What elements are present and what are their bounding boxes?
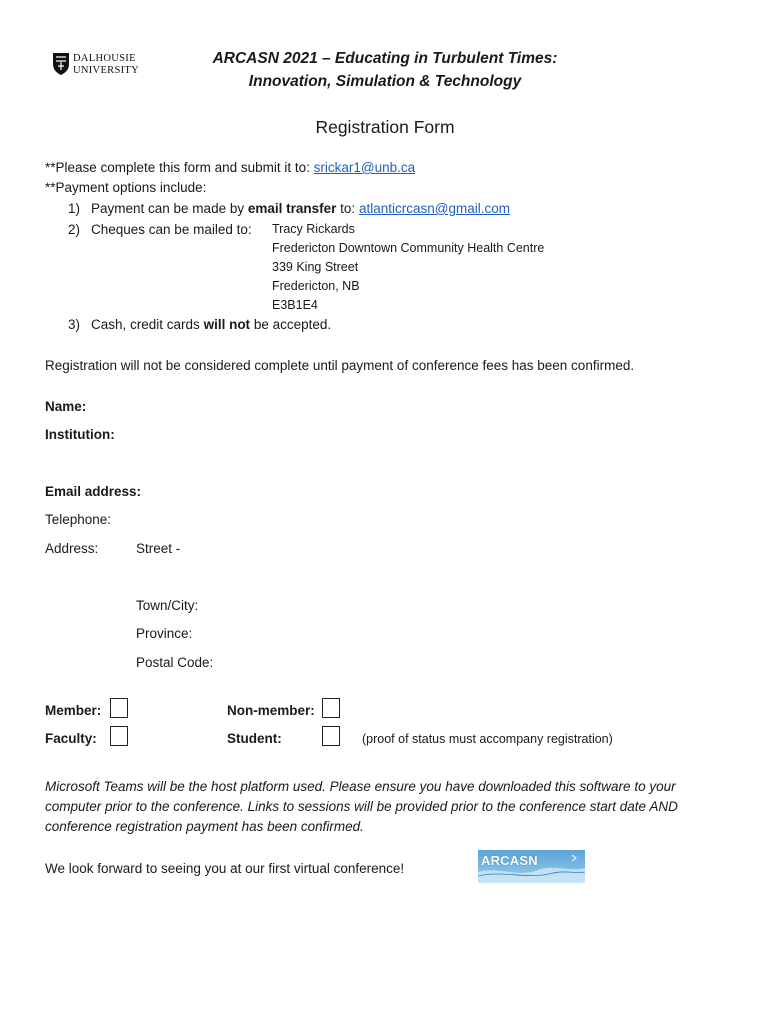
option-3-number: 3): [68, 317, 81, 332]
option-3-text: [91, 317, 331, 332]
option-2-text: Cheques can be mailed to:: [91, 222, 252, 237]
postal-code-label: Postal Code:: [136, 655, 214, 670]
street-label: Street -: [136, 541, 181, 556]
mailing-address-city: Fredericton, NB: [272, 279, 360, 293]
student-proof-note: (proof of status must accompany registration): [362, 732, 613, 746]
name-label: Name:: [45, 399, 87, 414]
arcasn-logo: [478, 850, 585, 883]
logo-line-2: UNIVERSITY: [73, 65, 139, 76]
member-label: Member:: [45, 703, 102, 718]
student-checkbox[interactable]: [322, 726, 340, 746]
option-3-text-b: be accepted.: [253, 317, 332, 332]
option-1-bold: email transfer: [247, 201, 337, 216]
completion-note: Registration will not be considered complete until payment of conference fees has been confirmed.: [45, 358, 635, 373]
non-member-checkbox[interactable]: [322, 698, 340, 718]
closing-message: We look forward to seeing you at our first virtual conference!: [45, 861, 405, 876]
logo-line-1: DALHOUSIE: [73, 53, 136, 64]
option-1-number: 1): [68, 201, 81, 216]
option-3-bold: will not: [203, 317, 251, 332]
arrow-icon: [570, 854, 578, 862]
mailing-address-postal: E3B1E4: [272, 298, 318, 312]
town-label: Town/City:: [136, 598, 199, 613]
mailing-address-org: Fredericton Downtown Community Health Centre: [272, 241, 545, 255]
mailing-address-street: 339 King Street: [272, 260, 359, 274]
submit-email-link[interactable]: srickar1@unb.ca: [313, 160, 416, 175]
faculty-checkbox[interactable]: [110, 726, 128, 746]
institution-label: Institution:: [45, 427, 115, 442]
telephone-label: Telephone:: [45, 512, 112, 527]
option-3-text-a: Cash, credit cards: [91, 317, 200, 332]
email-label: Email address:: [45, 484, 142, 499]
option-1-text-b: to:: [340, 201, 356, 216]
teams-note-line-1: Microsoft Teams will be the host platform used. Please ensure you have downloaded this software to your: [45, 779, 676, 794]
student-label: Student:: [227, 731, 282, 746]
form-title: Registration Form: [315, 117, 455, 137]
option-1-text-a: Payment can be made by: [91, 201, 245, 216]
mailing-address-name: Tracy Rickards: [272, 222, 355, 236]
faculty-label: Faculty:: [45, 731, 97, 746]
submit-instruction-text: **Please complete this form and submit it to:: [45, 160, 310, 175]
event-title-line-1: ARCASN 2021 – Educating in Turbulent Times:: [212, 50, 558, 67]
non-member-label: Non-member:: [227, 703, 315, 718]
option-1-text: [91, 201, 510, 216]
event-title-line-2: Innovation, Simulation & Technology: [248, 73, 522, 90]
arcasn-logo-word: ARCASN: [481, 853, 538, 868]
teams-note-line-3: conference registration payment has been confirmed.: [45, 819, 364, 834]
teams-note-line-2: computer prior to the conference. Links to sessions will be provided prior to the conference start date AND: [45, 799, 678, 814]
option-2-number: 2): [68, 222, 81, 237]
province-label: Province:: [136, 626, 193, 641]
address-label: Address:: [45, 541, 99, 556]
member-checkbox[interactable]: [110, 698, 128, 718]
payment-email-link[interactable]: atlanticrcasn@gmail.com: [358, 201, 510, 216]
payment-intro: **Payment options include:: [45, 180, 207, 195]
submit-instruction: [45, 160, 415, 175]
